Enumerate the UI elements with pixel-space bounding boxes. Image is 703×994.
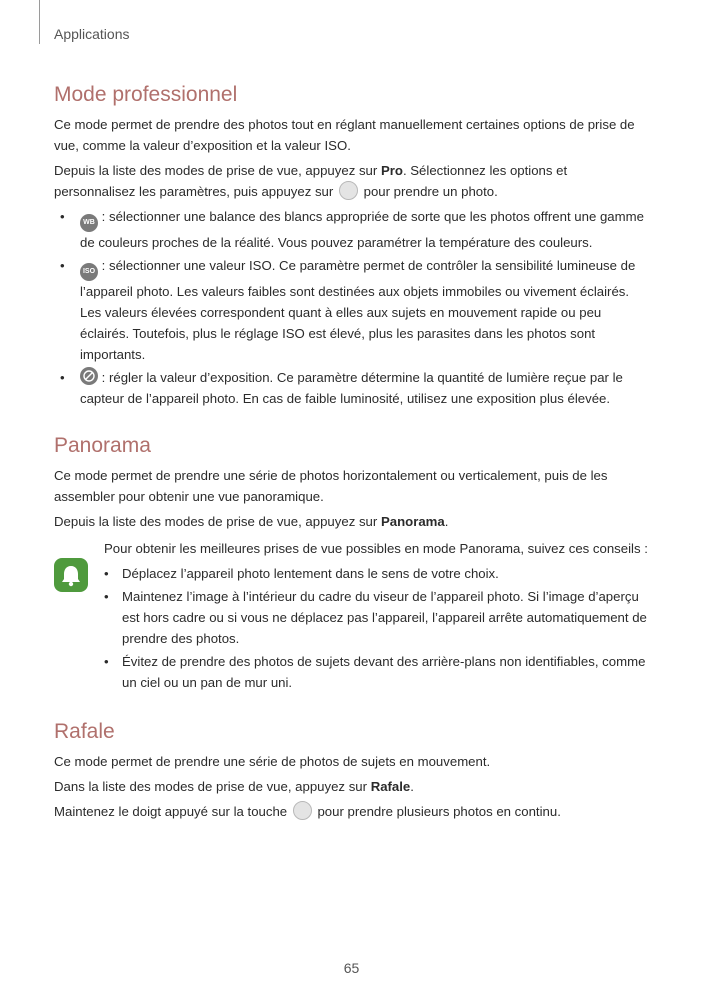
bullet: •	[60, 258, 65, 273]
bell-icon	[54, 558, 88, 592]
note-intro: Pour obtenir les meilleures prises de vue possibles en mode Panorama, suivez ces conseils :	[104, 541, 648, 556]
iso-icon: ISO	[80, 263, 98, 281]
list-item	[54, 367, 649, 409]
step-text: Dans la liste des modes de prise de vue, appuyez sur	[54, 779, 371, 794]
list-item-text: Évitez de prendre des photos de sujets devant des arrière-plans non identifiables, comme un ciel ou un pan de mur uni.	[122, 654, 646, 690]
section-intro: Ce mode permet de prendre une série de photos de sujets en mouvement.	[54, 754, 491, 769]
list-item	[54, 255, 649, 365]
section-heading: Mode professionnel	[54, 83, 238, 106]
step-bold: Rafale	[370, 779, 411, 794]
section-intro: Ce mode permet de prendre une série de photos horizontalement ou verticalement, puis de les assembler pour obtenir une vue panoramique.	[54, 468, 608, 504]
corner-rule	[39, 0, 40, 44]
shutter-icon	[293, 801, 312, 820]
page-content	[54, 80, 649, 822]
shutter-icon	[339, 181, 358, 200]
step-text: .	[444, 514, 449, 529]
list-item	[54, 206, 649, 253]
white-balance-icon: WB	[80, 214, 98, 232]
section-heading: Rafale	[54, 720, 115, 743]
bullet: •	[60, 209, 65, 224]
list-item-text: : sélectionner une valeur ISO. Ce paramètre permet de contrôler la sensibilité lumineuse de l’appareil photo. Les valeurs faibles sont destinées aux objets immobiles ou vivement éclairés. Les valeurs élevées correspondent quant à elles aux sujets en mouvement rapide ou peu éclairés. Toutefois, plus le réglage ISO est élevé, plus les parasites dans les photos sont importants.	[80, 258, 636, 362]
bullet: •	[104, 566, 109, 581]
note-box	[54, 538, 649, 693]
step-bold: Pro	[380, 163, 403, 178]
section-step	[54, 511, 649, 532]
bullet: •	[104, 654, 109, 669]
step-text: . Sélectionnez les options et personnalisez les paramètres, puis appuyez sur	[54, 163, 568, 199]
list-item-text: : régler la valeur d’exposition. Ce paramètre détermine la quantité de lumière reçue par le capteur de l’appareil photo. En cas de faible luminosité, utilisez une exposition plus élevée.	[80, 370, 623, 406]
pro-options-list	[54, 206, 649, 409]
section-step	[54, 160, 649, 202]
section-intro: Ce mode permet de prendre des photos tout en réglant manuellement certaines options de prise de vue, comme la valeur d’exposition et la valeur ISO.	[54, 117, 635, 153]
list-item-text: : sélectionner une balance des blancs appropriée de sorte que les photos offrent une gamme de couleurs proches de la réalité. Vous pouvez paramétrer la température des couleurs.	[80, 209, 644, 250]
section-pro-mode	[54, 80, 649, 409]
list-item-text: Maintenez l’image à l’intérieur du cadre du viseur de l’appareil photo. Si l’image d’aperçu est hors cadre ou si vous ne déplacez pas l’appareil, l’appareil arrête automatiquement de prendre des photos.	[122, 589, 647, 646]
section-step	[54, 776, 649, 797]
list-item	[104, 563, 649, 584]
page-header: Applications	[54, 26, 130, 42]
step-text: Depuis la liste des modes de prise de vue, appuyez sur	[54, 514, 381, 529]
section-step	[54, 801, 649, 822]
tips-list	[104, 563, 649, 693]
page-number: 65	[343, 960, 360, 976]
step-text: pour prendre un photo.	[359, 184, 498, 199]
section-heading: Panorama	[54, 434, 151, 457]
step-text: Maintenez le doigt appuyé sur la touche	[54, 804, 291, 819]
section-burst	[54, 717, 649, 822]
list-item-text: Déplacez l’appareil photo lentement dans le sens de votre choix.	[122, 566, 499, 581]
list-item	[104, 586, 649, 649]
step-text: Depuis la liste des modes de prise de vue, appuyez sur	[54, 163, 381, 178]
section-panorama	[54, 431, 649, 693]
bullet: •	[104, 589, 109, 604]
bullet: •	[60, 370, 65, 385]
step-text: pour prendre plusieurs photos en continu.	[313, 804, 561, 819]
step-text: .	[410, 779, 414, 794]
exposure-icon	[80, 367, 98, 385]
step-bold: Panorama	[380, 514, 445, 529]
list-item	[104, 651, 649, 693]
